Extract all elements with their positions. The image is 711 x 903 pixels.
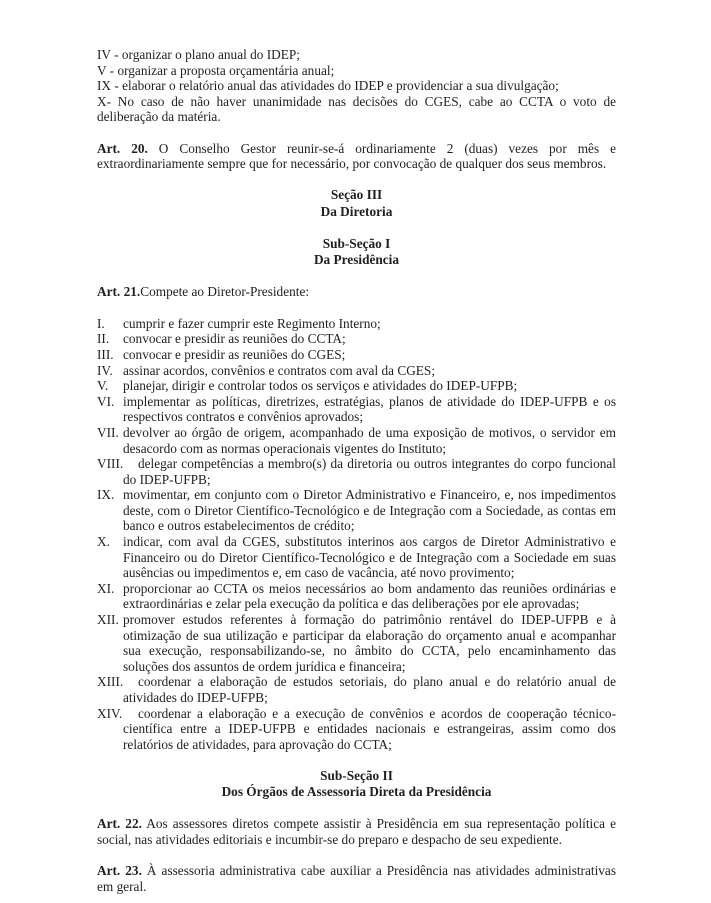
article-23-text: À assessoria administrativa cabe auxiliar a Presidência nas atividades administrativas em geral. [97,863,617,894]
list-item-numeral: X. [97,534,110,550]
article-22-paragraph [97,816,616,847]
list-item-numeral: I. [97,315,105,331]
list-item-text: planejar, dirigir e controlar todos os serviços e atividades do IDEP-UFPB; [123,378,518,394]
list-item-numeral: XIV. [97,705,123,721]
list-item [97,378,616,394]
intro-clause: X- No caso de não haver unanimidade nas decisões do CGES, cabe ao CCTA o voto de deliberação da matéria. [97,93,616,125]
list-item-numeral: IX. [97,487,115,503]
list-item [97,316,616,332]
list-item [97,331,616,347]
article-23-paragraph [97,863,616,894]
intro-clause: IV - organizar o plano anual do IDEP; [97,47,300,62]
list-item-text: convocar e presidir as reuniões do CCTA; [123,331,346,347]
subsection-1-subtitle: Da Presidência [313,252,400,268]
list-item-text: indicar, com aval da CGES, substitutos interinos aos cargos de Diretor Administrativo e Financeiro ou do Diretor Científico-Tecnológico e de Integração com a Sociedade em suas ausências ou impedimentos e, em caso de vacância, até novo provimento; [123,534,616,581]
subsection-2-subtitle: Dos Órgãos de Assessoria Direta da Presidência [221,784,492,800]
subsection-1-title: Sub-Seção I [322,235,391,251]
list-item-text: cumprir e fazer cumprir este Regimento Interno; [123,315,381,331]
list-item [97,612,616,674]
list-item [97,581,616,612]
list-item-numeral: VII. [97,424,119,440]
list-item-numeral: XI. [97,580,115,596]
list-item-text: assinar acordos, convênios e contratos com aval da CGES; [123,362,436,378]
list-item-text: delegar competências a membro(s) da diretoria ou outros integrantes do corpo funcional do IDEP-UFPB; [123,456,616,487]
list-item-numeral: VIII. [97,456,124,472]
article-21-paragraph [97,284,616,300]
section-3-heading [97,187,616,220]
list-item-numeral: IV. [97,362,113,378]
list-item [97,394,616,425]
intro-clause: V - organizar a proposta orçamentária anual; [97,62,335,78]
article-22-text: Aos assessores diretos compete assistir à Presidência em sua representação política e social, nas atividades editoriais e incumbir-se do preparo e despacho de seu expediente. [97,816,616,847]
list-item [97,534,616,581]
list-item-numeral: XII. [97,612,119,628]
article-21-item-list [97,316,616,753]
list-item-numeral: XIII. [97,674,124,690]
subsection-1-heading [97,236,616,269]
list-item-text: proporcionar ao CCTA os meios necessários ao bom andamento das reuniões ordinárias e extraordinárias e zelar pela execução da política e das deliberações por ele aprovadas; [123,580,616,612]
subsection-2-title: Sub-Seção II [320,767,393,783]
subsection-2-heading [97,768,616,801]
list-item-numeral: V. [97,378,109,394]
section-3-subtitle: Da Diretoria [320,203,393,219]
list-item [97,487,616,534]
list-item-text: movimentar, em conjunto com o Diretor Administrativo e Financeiro, e, nos impedimentos deste, com o Diretor Científico-Tecnológico e de Integração com a Sociedade, as contas em banco e outros estabelecimentos de crédito; [123,487,616,534]
article-20-paragraph [97,141,616,172]
list-item-text: coordenar a elaboração e a execução de convênios e acordos de cooperação técnico-científica entre a IDEP-UFPB e entidades nacionais e estrangeiras, assim como dos relatórios de atividades, para aprovação do CCTA; [123,705,616,752]
list-item [97,674,616,705]
list-item-text: convocar e presidir as reuniões do CGES; [123,346,346,362]
list-item-text: implementar as políticas, diretrizes, estratégias, planos de atividade do IDEP-UFPB e os respectivos contratos e convênios aprovados; [123,393,616,425]
section-3-title: Seção III [330,187,383,203]
list-item [97,706,616,753]
list-item [97,363,616,379]
list-item-numeral: VI. [97,393,115,409]
intro-clause-list [97,47,616,125]
article-20-text: O Conselho Gestor reunir-se-á ordinariamente 2 (duas) vezes por mês e extraordinariamente sempre que for necessário, por convocação de qualquer dos seus membros. [97,140,616,172]
article-21-label: Art. 21. [97,284,141,300]
article-23-label: Art. 23. [97,863,142,879]
article-21-text: Compete ao Diretor-Presidente: [140,284,310,300]
list-item-text: coordenar a elaboração de estudos setoriais, do plano anual e do relatório anual de atividades do IDEP-UFPB; [123,674,616,705]
article-22-label: Art. 22. [97,816,142,832]
list-item-text: devolver ao órgão de origem, acompanhado de uma exposição de motivos, o servidor em desacordo com as normas operacionais vigentes do Instituto; [123,424,616,456]
list-item-text: promover estudos referentes à formação do patrimônio rentável do IDEP-UFPB e à otimização de sua utilização e participar da elaboração do orçamento anual e acompanhar sua execução, responsabilizando-se, no âmbito do CCTA, pelo encaminhamento das soluções dos assuntos de ordem jurídica e financeira; [123,612,616,674]
list-item-numeral: II. [97,331,110,347]
intro-clause: IX - elaborar o relatório anual das atividades do IDEP e providenciar a sua divulgação; [97,78,559,94]
list-item [97,425,616,456]
article-20-label: Art. 20. [97,140,148,156]
list-item [97,347,616,363]
list-item [97,456,616,487]
list-item-numeral: III. [97,346,114,362]
